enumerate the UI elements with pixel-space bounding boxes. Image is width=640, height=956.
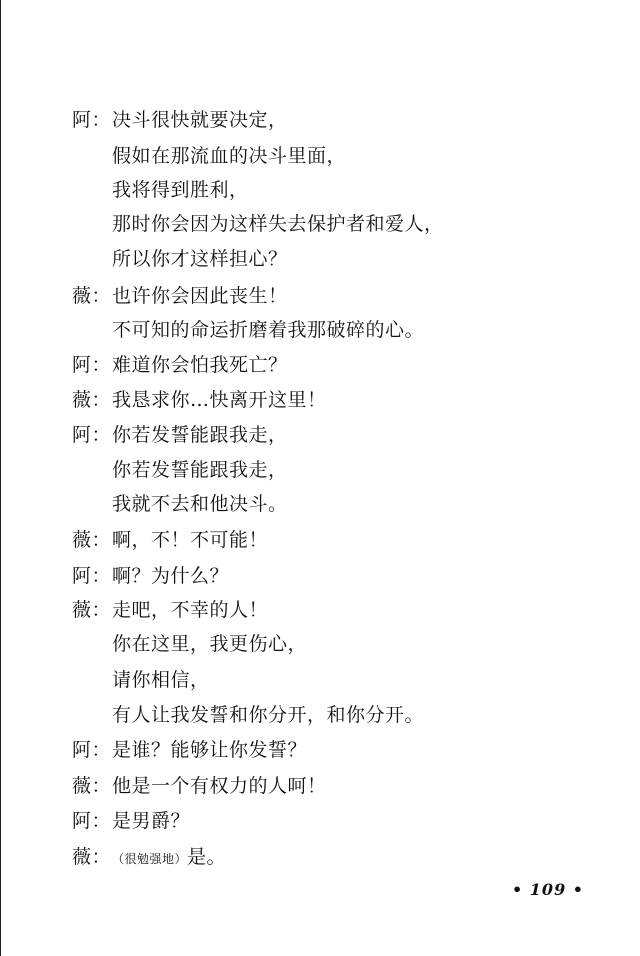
speaker-label: 阿： [72,424,112,446]
speech-text-container [112,492,288,516]
speech-text-container [112,353,288,377]
speech-text: 那时你会因为这样失去保护者和爱人， [112,213,444,235]
speech-text-container [112,458,288,482]
speech-text: 请你相信， [112,669,210,691]
speech-text: 你在这里，我更伤心， [112,633,308,655]
speaker-label: 薇： [72,285,112,307]
speech-text-container [112,564,229,588]
speech-text-container [112,845,226,871]
speech-text: 决斗很快就要决定， [112,109,288,131]
speech-text-container [112,668,210,692]
speech-text: 走吧，不幸的人！ [112,599,269,621]
speech-text-container [112,178,249,202]
speaker-label: 薇： [72,529,112,551]
speaker-label: 阿： [72,810,112,832]
speech-text-container [112,318,424,342]
speech-text-container [112,774,327,798]
speaker-label: 薇： [72,775,112,797]
speech-text: 是谁？能够让你发誓？ [112,739,308,761]
speaker-label: 薇： [72,846,112,868]
speech-text: 你若发誓能跟我走， [112,424,288,446]
speech-text: 假如在那流血的决斗里面， [112,145,347,167]
speech-text: 你若发誓能跟我走， [112,459,288,481]
speaker-label: 阿： [72,565,112,587]
speech-text-container [112,388,327,412]
speech-text: 也许你会因此丧生！ [112,285,288,307]
speech-text: 啊？为什么？ [112,565,230,587]
speech-text-container [112,212,444,236]
page-number: • 109 • [512,880,584,899]
speech-text: 我将得到胜利， [112,179,249,201]
speaker-label: 阿： [72,109,112,131]
speech-text-container [112,284,288,308]
speech-text-container [112,144,346,168]
speaker-label: 阿： [72,354,112,376]
speech-text-container [112,703,424,727]
speaker-label: 薇： [72,389,112,411]
speech-text: 是。 [187,846,227,868]
speech-text-container [112,632,307,656]
speech-text-container [112,738,307,762]
speech-text: 所以你才这样担心？ [112,248,288,270]
speech-text: 他是一个有权力的人呵！ [112,775,327,797]
speech-text-container [112,598,268,622]
speech-text: 啊，不！不可能！ [112,529,269,551]
stage-direction: （很勉强地） [112,852,188,866]
speech-text-container [112,247,288,271]
speech-text: 不可知的命运折磨着我那破碎的心。 [112,319,425,341]
speaker-label: 阿： [72,739,112,761]
speaker-label: 薇： [72,599,112,621]
speech-text: 是男爵？ [112,810,191,832]
speech-text-container [112,423,288,447]
speech-text: 我就不去和他决斗。 [112,493,288,515]
page-border [0,0,1,956]
speech-text-container [112,809,190,833]
speech-text-container [112,528,268,552]
speech-text: 有人让我发誓和你分开，和你分开。 [112,704,425,726]
speech-text-container [112,108,288,132]
speech-text: 我恳求你…快离开这里！ [112,389,327,411]
speech-text: 难道你会怕我死亡？ [112,354,288,376]
